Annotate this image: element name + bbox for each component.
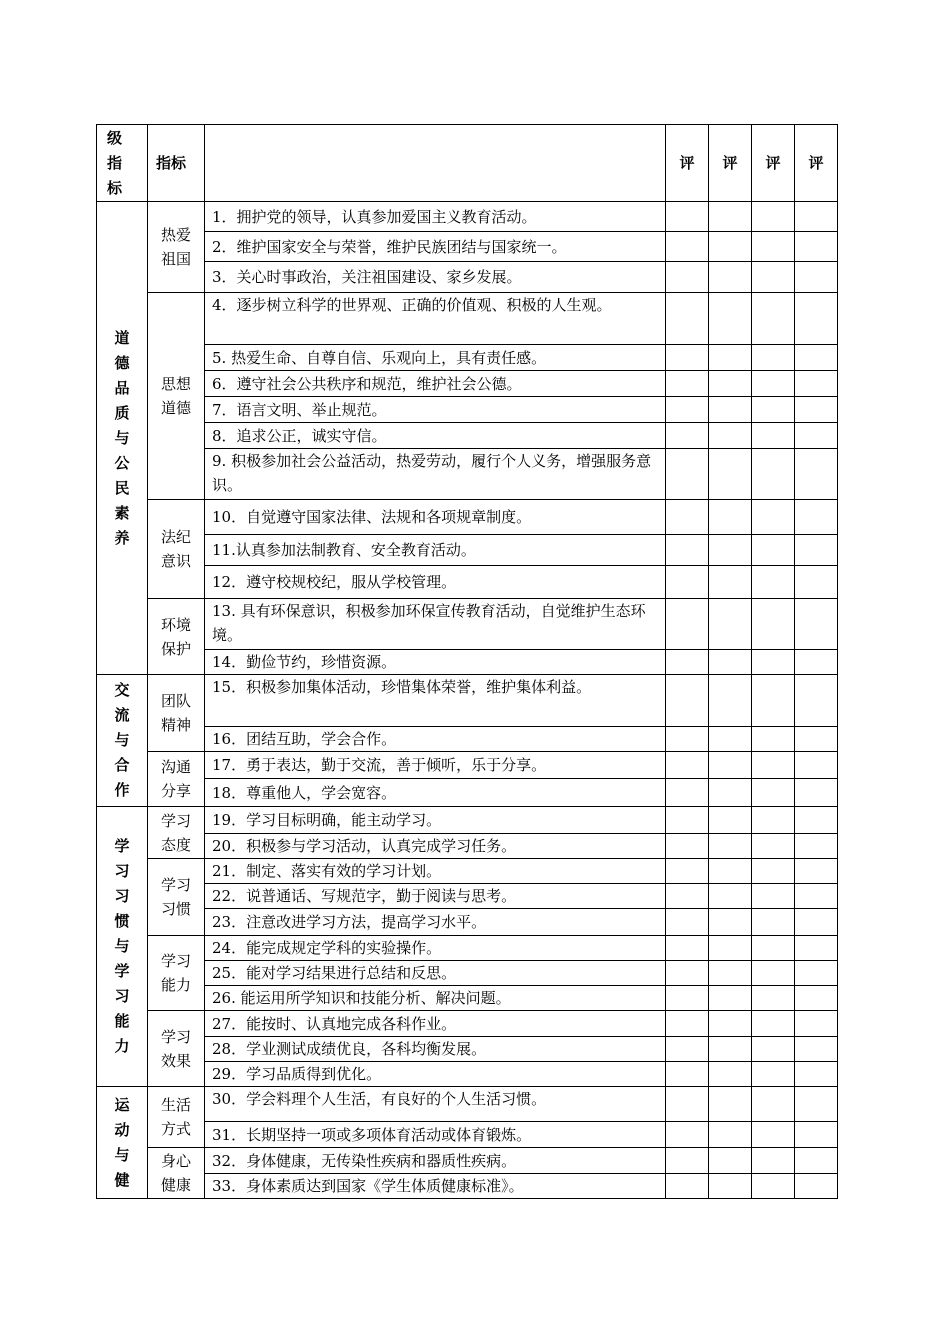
- subcategory-line: 分享: [160, 782, 191, 800]
- subcategory-line: 法纪: [160, 528, 191, 546]
- eval-cell: [795, 566, 838, 599]
- eval-cell: [709, 397, 752, 423]
- subcategory-cell: [148, 293, 205, 500]
- eval-cell: [709, 834, 752, 859]
- table-row: [97, 262, 838, 293]
- eval-cell: [795, 599, 838, 650]
- table-row: [97, 727, 838, 752]
- table-row: [97, 936, 838, 961]
- table-row: [97, 423, 838, 449]
- indicator-text: 22．说普通话、写规范字，勤于阅读与思考。: [205, 884, 666, 909]
- category-char: 品: [114, 378, 130, 397]
- table-row: [97, 566, 838, 599]
- subcategory-cell: [148, 500, 205, 599]
- eval-cell: [666, 961, 709, 986]
- eval-cell: [752, 859, 795, 884]
- eval-cell: [795, 807, 838, 834]
- eval-cell: [795, 345, 838, 371]
- eval-cell: [752, 599, 795, 650]
- indicator-text: 20．积极参与学习活动，认真完成学习任务。: [205, 834, 666, 859]
- indicator-text: 15．积极参加集体活动，珍惜集体荣誉，维护集体利益。: [205, 675, 666, 727]
- indicator-text: 21．制定、落实有效的学习计划。: [205, 859, 666, 884]
- category-char: 习: [114, 887, 130, 905]
- header-eval-3: 评: [752, 125, 795, 202]
- eval-cell: [666, 807, 709, 834]
- eval-cell: [795, 535, 838, 566]
- table-row: [97, 599, 838, 650]
- eval-cell: [709, 262, 752, 293]
- eval-cell: [752, 423, 795, 449]
- eval-cell: [795, 779, 838, 807]
- subcategory-line: 保护: [160, 639, 191, 658]
- indicator-text: 17．勇于表达，勤于交流，善于倾听，乐于分享。: [205, 752, 666, 779]
- eval-cell: [709, 859, 752, 884]
- eval-cell: [666, 650, 709, 675]
- eval-cell: [666, 752, 709, 779]
- eval-cell: [666, 1037, 709, 1062]
- category-char: 流: [114, 706, 130, 724]
- eval-cell: [709, 986, 752, 1011]
- eval-cell: [666, 535, 709, 566]
- category-char: 动: [114, 1120, 130, 1139]
- eval-cell: [666, 727, 709, 752]
- header-content: [205, 125, 666, 202]
- table-row: [97, 500, 838, 535]
- category-char: 与: [114, 1145, 130, 1164]
- indicator-text: 6．遵守社会公共秩序和规范，维护社会公德。: [205, 371, 666, 397]
- subcategory-cell: [148, 859, 205, 936]
- eval-cell: [666, 566, 709, 599]
- eval-cell: [752, 834, 795, 859]
- header-eval-2: 评: [709, 125, 752, 202]
- eval-cell: [795, 675, 838, 727]
- indicator-text: 7．语言文明、举止规范。: [205, 397, 666, 423]
- subcategory-cell: [148, 599, 205, 675]
- table-row: [97, 752, 838, 779]
- header-row: [97, 125, 838, 202]
- table-row: [97, 675, 838, 727]
- table-row: [97, 371, 838, 397]
- eval-cell: [666, 1148, 709, 1174]
- table-body: [97, 125, 838, 1199]
- eval-cell: [752, 884, 795, 909]
- eval-cell: [752, 1122, 795, 1148]
- eval-cell: [752, 202, 795, 232]
- subcategory-line: 热爱: [160, 226, 191, 244]
- indicator-text: 13. 具有环保意识，积极参加环保宣传教育活动，自觉维护生态环境。: [205, 599, 666, 650]
- subcategory-line: 学习: [160, 952, 191, 970]
- eval-cell: [795, 1011, 838, 1037]
- table-row: [97, 1037, 838, 1062]
- eval-cell: [666, 345, 709, 371]
- eval-cell: [795, 1174, 838, 1199]
- table-row: [97, 1174, 838, 1199]
- eval-cell: [666, 202, 709, 232]
- subcategory-cell: [148, 202, 205, 293]
- table-row: [97, 293, 838, 345]
- indicator-text: 18．尊重他人，学会宽容。: [205, 779, 666, 807]
- table-row: [97, 345, 838, 371]
- category-char: 学: [114, 962, 130, 980]
- eval-cell: [666, 397, 709, 423]
- eval-cell: [709, 232, 752, 262]
- indicator-text: 25．能对学习结果进行总结和反思。: [205, 961, 666, 986]
- eval-cell: [709, 1011, 752, 1037]
- eval-cell: [709, 500, 752, 535]
- eval-cell: [752, 807, 795, 834]
- table-row: [97, 909, 838, 936]
- header-eval-4: 评: [795, 125, 838, 202]
- indicator-text: 30．学会料理个人生活，有良好的个人生活习惯。: [205, 1087, 666, 1122]
- eval-cell: [795, 859, 838, 884]
- eval-cell: [752, 1062, 795, 1087]
- eval-cell: [795, 961, 838, 986]
- eval-cell: [666, 859, 709, 884]
- indicator-text: 23．注意改进学习方法，提高学习水平。: [205, 909, 666, 936]
- table-row: [97, 397, 838, 423]
- eval-cell: [709, 202, 752, 232]
- eval-cell: [795, 293, 838, 345]
- eval-cell: [666, 936, 709, 961]
- table-row: [97, 1062, 838, 1087]
- eval-cell: [752, 500, 795, 535]
- subcategory-line: 方式: [160, 1120, 191, 1138]
- eval-cell: [752, 262, 795, 293]
- eval-cell: [752, 371, 795, 397]
- table-row: [97, 834, 838, 859]
- eval-cell: [666, 500, 709, 535]
- table-row: [97, 859, 838, 884]
- eval-cell: [709, 779, 752, 807]
- subcategory-cell: [148, 807, 205, 859]
- table-row: [97, 650, 838, 675]
- eval-cell: [709, 293, 752, 345]
- eval-cell: [795, 909, 838, 936]
- indicator-text: 26. 能运用所学知识和技能分析、解决问题。: [205, 986, 666, 1011]
- category-cell: [97, 202, 148, 675]
- subcategory-line: 沟通: [160, 758, 191, 776]
- indicator-text: 28．学业测试成绩优良，各科均衡发展。: [205, 1037, 666, 1062]
- subcategory-line: 生活: [160, 1096, 191, 1114]
- eval-cell: [795, 500, 838, 535]
- indicator-text: 5. 热爱生命、自尊自信、乐观向上，具有责任感。: [205, 345, 666, 371]
- indicator-text: 19．学习目标明确，能主动学习。: [205, 807, 666, 834]
- subcategory-line: 学习: [160, 1027, 191, 1046]
- indicator-text: 9. 积极参加社会公益活动，热爱劳动，履行个人义务，增强服务意识。: [205, 449, 666, 500]
- eval-cell: [795, 1148, 838, 1174]
- eval-cell: [666, 779, 709, 807]
- category-char: 能: [114, 1012, 130, 1030]
- eval-cell: [795, 202, 838, 232]
- indicator-text: 12．遵守校规校纪，服从学校管理。: [205, 566, 666, 599]
- subcategory-cell: [148, 1011, 205, 1087]
- eval-cell: [709, 807, 752, 834]
- eval-cell: [666, 423, 709, 449]
- category-cell: [97, 807, 148, 1087]
- eval-cell: [666, 834, 709, 859]
- subcategory-line: 团队: [160, 692, 191, 710]
- eval-cell: [795, 884, 838, 909]
- eval-cell: [795, 262, 838, 293]
- eval-cell: [709, 752, 752, 779]
- eval-cell: [666, 1087, 709, 1122]
- eval-cell: [709, 1062, 752, 1087]
- category-char: 公: [114, 453, 130, 472]
- eval-cell: [795, 986, 838, 1011]
- eval-cell: [709, 1174, 752, 1199]
- table-row: [97, 961, 838, 986]
- category-char: 道: [114, 328, 130, 347]
- category-char: 与: [114, 731, 130, 749]
- indicator-text: 33．身体素质达到国家《学生体质健康标准》。: [205, 1174, 666, 1199]
- eval-cell: [752, 1087, 795, 1122]
- eval-cell: [709, 1037, 752, 1062]
- table-row: [97, 779, 838, 807]
- table-row: [97, 232, 838, 262]
- header-level2: 指标: [148, 125, 205, 202]
- eval-cell: [666, 1011, 709, 1037]
- eval-cell: [666, 1122, 709, 1148]
- eval-cell: [795, 727, 838, 752]
- eval-cell: [666, 884, 709, 909]
- subcategory-line: 学习: [160, 811, 191, 830]
- table-row: [97, 1122, 838, 1148]
- table-row: [97, 1148, 838, 1174]
- eval-cell: [709, 1087, 752, 1122]
- eval-cell: [795, 834, 838, 859]
- indicator-text: 27．能按时、认真地完成各科作业。: [205, 1011, 666, 1037]
- eval-cell: [795, 752, 838, 779]
- eval-cell: [795, 1062, 838, 1087]
- subcategory-line: 习惯: [160, 900, 191, 918]
- eval-cell: [752, 397, 795, 423]
- eval-cell: [752, 449, 795, 500]
- indicator-text: 10．自觉遵守国家法律、法规和各项规章制度。: [205, 500, 666, 535]
- eval-cell: [795, 423, 838, 449]
- eval-cell: [666, 909, 709, 936]
- eval-cell: [752, 232, 795, 262]
- category-char: 运: [114, 1095, 130, 1114]
- eval-cell: [666, 1174, 709, 1199]
- eval-cell: [752, 752, 795, 779]
- subcategory-line: 思想: [160, 375, 191, 393]
- table-row: [97, 1011, 838, 1037]
- indicator-text: 32．身体健康，无传染性疾病和器质性疾病。: [205, 1148, 666, 1174]
- eval-cell: [752, 566, 795, 599]
- category-char: 合: [114, 756, 130, 774]
- eval-cell: [709, 599, 752, 650]
- indicator-text: 3．关心时事政治，关注祖国建设、家乡发展。: [205, 262, 666, 293]
- eval-cell: [795, 1122, 838, 1148]
- eval-cell: [666, 1062, 709, 1087]
- category-char: 作: [114, 781, 130, 799]
- eval-cell: [752, 650, 795, 675]
- eval-cell: [752, 779, 795, 807]
- eval-cell: [709, 1122, 752, 1148]
- eval-cell: [709, 449, 752, 500]
- subcategory-cell: [148, 675, 205, 752]
- subcategory-line: 健康: [160, 1176, 191, 1194]
- subcategory-cell: [148, 1087, 205, 1148]
- eval-cell: [709, 675, 752, 727]
- eval-cell: [752, 345, 795, 371]
- category-char: 素: [114, 503, 130, 522]
- eval-cell: [666, 371, 709, 397]
- eval-cell: [795, 650, 838, 675]
- eval-cell: [666, 293, 709, 345]
- subcategory-line: 精神: [160, 716, 191, 734]
- indicator-text: 4．逐步树立科学的世界观、正确的价值观、积极的人生观。: [205, 293, 666, 345]
- subcategory-line: 学习: [160, 876, 191, 894]
- eval-cell: [795, 1037, 838, 1062]
- eval-cell: [795, 449, 838, 500]
- eval-cell: [709, 345, 752, 371]
- eval-cell: [795, 232, 838, 262]
- indicator-text: 24．能完成规定学科的实验操作。: [205, 936, 666, 961]
- eval-cell: [709, 650, 752, 675]
- table-row: [97, 449, 838, 500]
- category-cell: [97, 675, 148, 807]
- eval-cell: [666, 232, 709, 262]
- eval-cell: [752, 961, 795, 986]
- table-row: [97, 807, 838, 834]
- eval-cell: [709, 961, 752, 986]
- eval-cell: [752, 675, 795, 727]
- table-row: [97, 986, 838, 1011]
- eval-cell: [752, 1174, 795, 1199]
- subcategory-line: 能力: [160, 976, 191, 994]
- indicator-text: 11.认真参加法制教育、安全教育活动。: [205, 535, 666, 566]
- indicator-text: 31．长期坚持一项或多项体育活动或体育锻炼。: [205, 1122, 666, 1148]
- eval-cell: [709, 909, 752, 936]
- subcategory-line: 意识: [160, 552, 191, 570]
- evaluation-table: [96, 124, 838, 1199]
- eval-cell: [752, 727, 795, 752]
- subcategory-line: 道德: [160, 399, 191, 417]
- category-char: 与: [114, 937, 130, 955]
- eval-cell: [666, 986, 709, 1011]
- eval-cell: [666, 262, 709, 293]
- eval-cell: [709, 423, 752, 449]
- indicator-text: 29．学习品质得到优化。: [205, 1062, 666, 1087]
- subcategory-cell: [148, 936, 205, 1011]
- eval-cell: [752, 986, 795, 1011]
- subcategory-cell: [148, 1148, 205, 1199]
- subcategory-cell: [148, 752, 205, 807]
- eval-cell: [795, 371, 838, 397]
- category-char: 习: [114, 862, 130, 880]
- eval-cell: [666, 675, 709, 727]
- category-char: 学: [114, 837, 130, 855]
- subcategory-line: 效果: [160, 1051, 191, 1070]
- eval-cell: [752, 293, 795, 345]
- eval-cell: [795, 936, 838, 961]
- indicator-text: 1．拥护党的领导，认真参加爱国主义教育活动。: [205, 202, 666, 232]
- eval-cell: [709, 566, 752, 599]
- subcategory-line: 祖国: [160, 250, 191, 268]
- eval-cell: [709, 535, 752, 566]
- eval-cell: [666, 599, 709, 650]
- indicator-text: 8．追求公正，诚实守信。: [205, 423, 666, 449]
- eval-cell: [709, 371, 752, 397]
- category-char: 习: [114, 987, 130, 1005]
- table-row: [97, 1087, 838, 1122]
- table-row: [97, 535, 838, 566]
- eval-cell: [666, 449, 709, 500]
- eval-cell: [752, 1011, 795, 1037]
- eval-cell: [752, 936, 795, 961]
- subcategory-line: 身心: [160, 1152, 191, 1170]
- eval-cell: [752, 1037, 795, 1062]
- eval-cell: [709, 727, 752, 752]
- indicator-text: 2．维护国家安全与荣誉，维护民族团结与国家统一。: [205, 232, 666, 262]
- eval-cell: [795, 397, 838, 423]
- indicator-text: 14．勤俭节约，珍惜资源。: [205, 650, 666, 675]
- table-row: [97, 884, 838, 909]
- eval-cell: [795, 1087, 838, 1122]
- header-eval-1: 评: [666, 125, 709, 202]
- category-char: 惯: [114, 912, 130, 930]
- eval-cell: [709, 936, 752, 961]
- category-char: 健: [114, 1170, 130, 1189]
- category-char: 与: [114, 428, 130, 447]
- category-char: 养: [114, 528, 130, 547]
- indicator-text: 16．团结互助，学会合作。: [205, 727, 666, 752]
- eval-cell: [752, 1148, 795, 1174]
- category-char: 民: [114, 478, 130, 497]
- eval-cell: [752, 535, 795, 566]
- category-char: 力: [114, 1037, 130, 1055]
- table-row: [97, 202, 838, 232]
- category-cell: [97, 1087, 148, 1199]
- eval-cell: [752, 909, 795, 936]
- category-char: 交: [114, 681, 130, 699]
- eval-cell: [709, 1148, 752, 1174]
- header-level1: 级 指 标: [97, 125, 148, 202]
- category-char: 质: [114, 403, 130, 422]
- subcategory-line: 环境: [160, 615, 191, 634]
- category-char: 德: [114, 353, 130, 372]
- subcategory-line: 态度: [160, 835, 191, 854]
- eval-cell: [709, 884, 752, 909]
